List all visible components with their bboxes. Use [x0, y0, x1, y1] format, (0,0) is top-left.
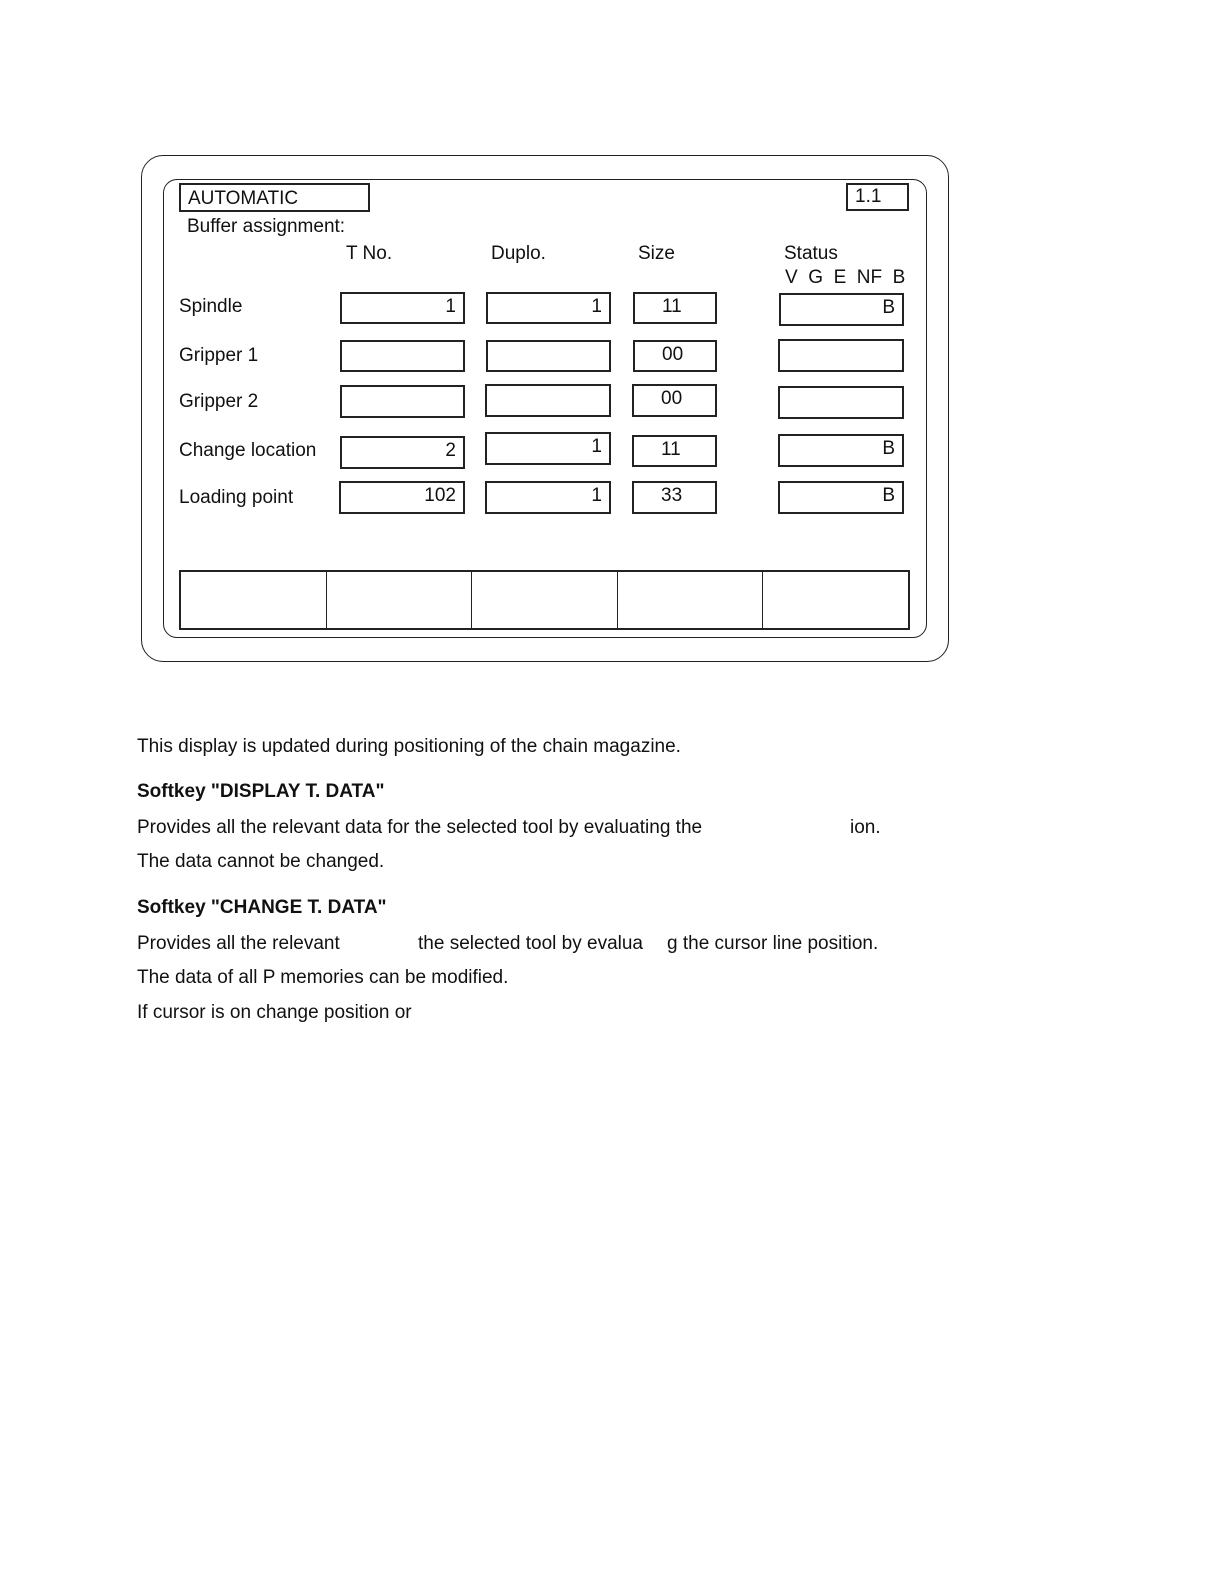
mode-indicator: AUTOMATIC: [179, 183, 370, 212]
change-location-size-field[interactable]: 11: [632, 435, 717, 467]
softkey-3[interactable]: [472, 572, 618, 628]
softkey-5[interactable]: [763, 572, 908, 628]
section2-line1-part-b: the selected tool by evalua: [418, 933, 643, 954]
row-label-gripper-1: Gripper 1: [179, 345, 259, 366]
softkey-4[interactable]: [618, 572, 764, 628]
spindle-status-field[interactable]: B: [779, 293, 904, 326]
section-title: Buffer assignment:: [187, 216, 346, 237]
section-heading-change-t-data: Softkey "CHANGE T. DATA": [137, 897, 387, 918]
change-location-tno-field[interactable]: 2: [340, 436, 465, 469]
section2-line2: The data of all P memories can be modified.: [137, 967, 509, 988]
status-flags-legend: V G E NF B: [785, 267, 906, 288]
loading-point-size-field[interactable]: 33: [632, 481, 717, 514]
gripper-1-tno-field[interactable]: [340, 340, 465, 372]
spindle-size-field[interactable]: 11: [633, 292, 717, 324]
loading-point-duplo-field[interactable]: 1: [485, 481, 611, 514]
section2-line1-part-a: Provides all the relevant: [137, 933, 340, 954]
section2-line1-part-c: g the cursor line position.: [667, 933, 879, 954]
change-location-duplo-field[interactable]: 1: [485, 432, 611, 465]
spindle-tno-field[interactable]: 1: [340, 292, 465, 324]
loading-point-tno-field[interactable]: 102: [339, 481, 465, 514]
gripper-1-status-field[interactable]: [778, 339, 904, 372]
gripper-2-duplo-field[interactable]: [485, 384, 611, 417]
column-header-size: Size: [638, 243, 675, 264]
section-heading-display-t-data: Softkey "DISPLAY T. DATA": [137, 781, 385, 802]
row-label-loading-point: Loading point: [179, 487, 294, 508]
softkey-1[interactable]: [181, 572, 327, 628]
change-location-status-field[interactable]: B: [778, 434, 904, 467]
column-header-status: Status: [784, 243, 838, 264]
gripper-2-size-field[interactable]: 00: [632, 384, 717, 417]
row-label-change-location: Change location: [179, 440, 317, 461]
intro-paragraph: This display is updated during positioning of the chain magazine.: [137, 736, 681, 757]
loading-point-status-field[interactable]: B: [778, 481, 904, 514]
column-header-duplo: Duplo.: [491, 243, 546, 264]
spindle-duplo-field[interactable]: 1: [486, 292, 611, 324]
softkey-bar: [179, 570, 910, 630]
gripper-1-size-field[interactable]: 00: [633, 340, 717, 372]
column-header-tno: T No.: [346, 243, 393, 264]
gripper-1-duplo-field[interactable]: [486, 340, 611, 372]
softkey-2[interactable]: [327, 572, 473, 628]
section1-line1-part-a: Provides all the relevant data for the selected tool by evaluating the: [137, 817, 703, 838]
gripper-2-tno-field[interactable]: [340, 385, 465, 418]
section1-line2: The data cannot be changed.: [137, 851, 385, 872]
section2-line3: If cursor is on change position or: [137, 1002, 412, 1023]
page-indicator: 1.1: [846, 183, 909, 211]
gripper-2-status-field[interactable]: [778, 386, 904, 419]
row-label-spindle: Spindle: [179, 296, 243, 317]
section1-line1-part-b: ion.: [850, 817, 881, 838]
row-label-gripper-2: Gripper 2: [179, 391, 259, 412]
